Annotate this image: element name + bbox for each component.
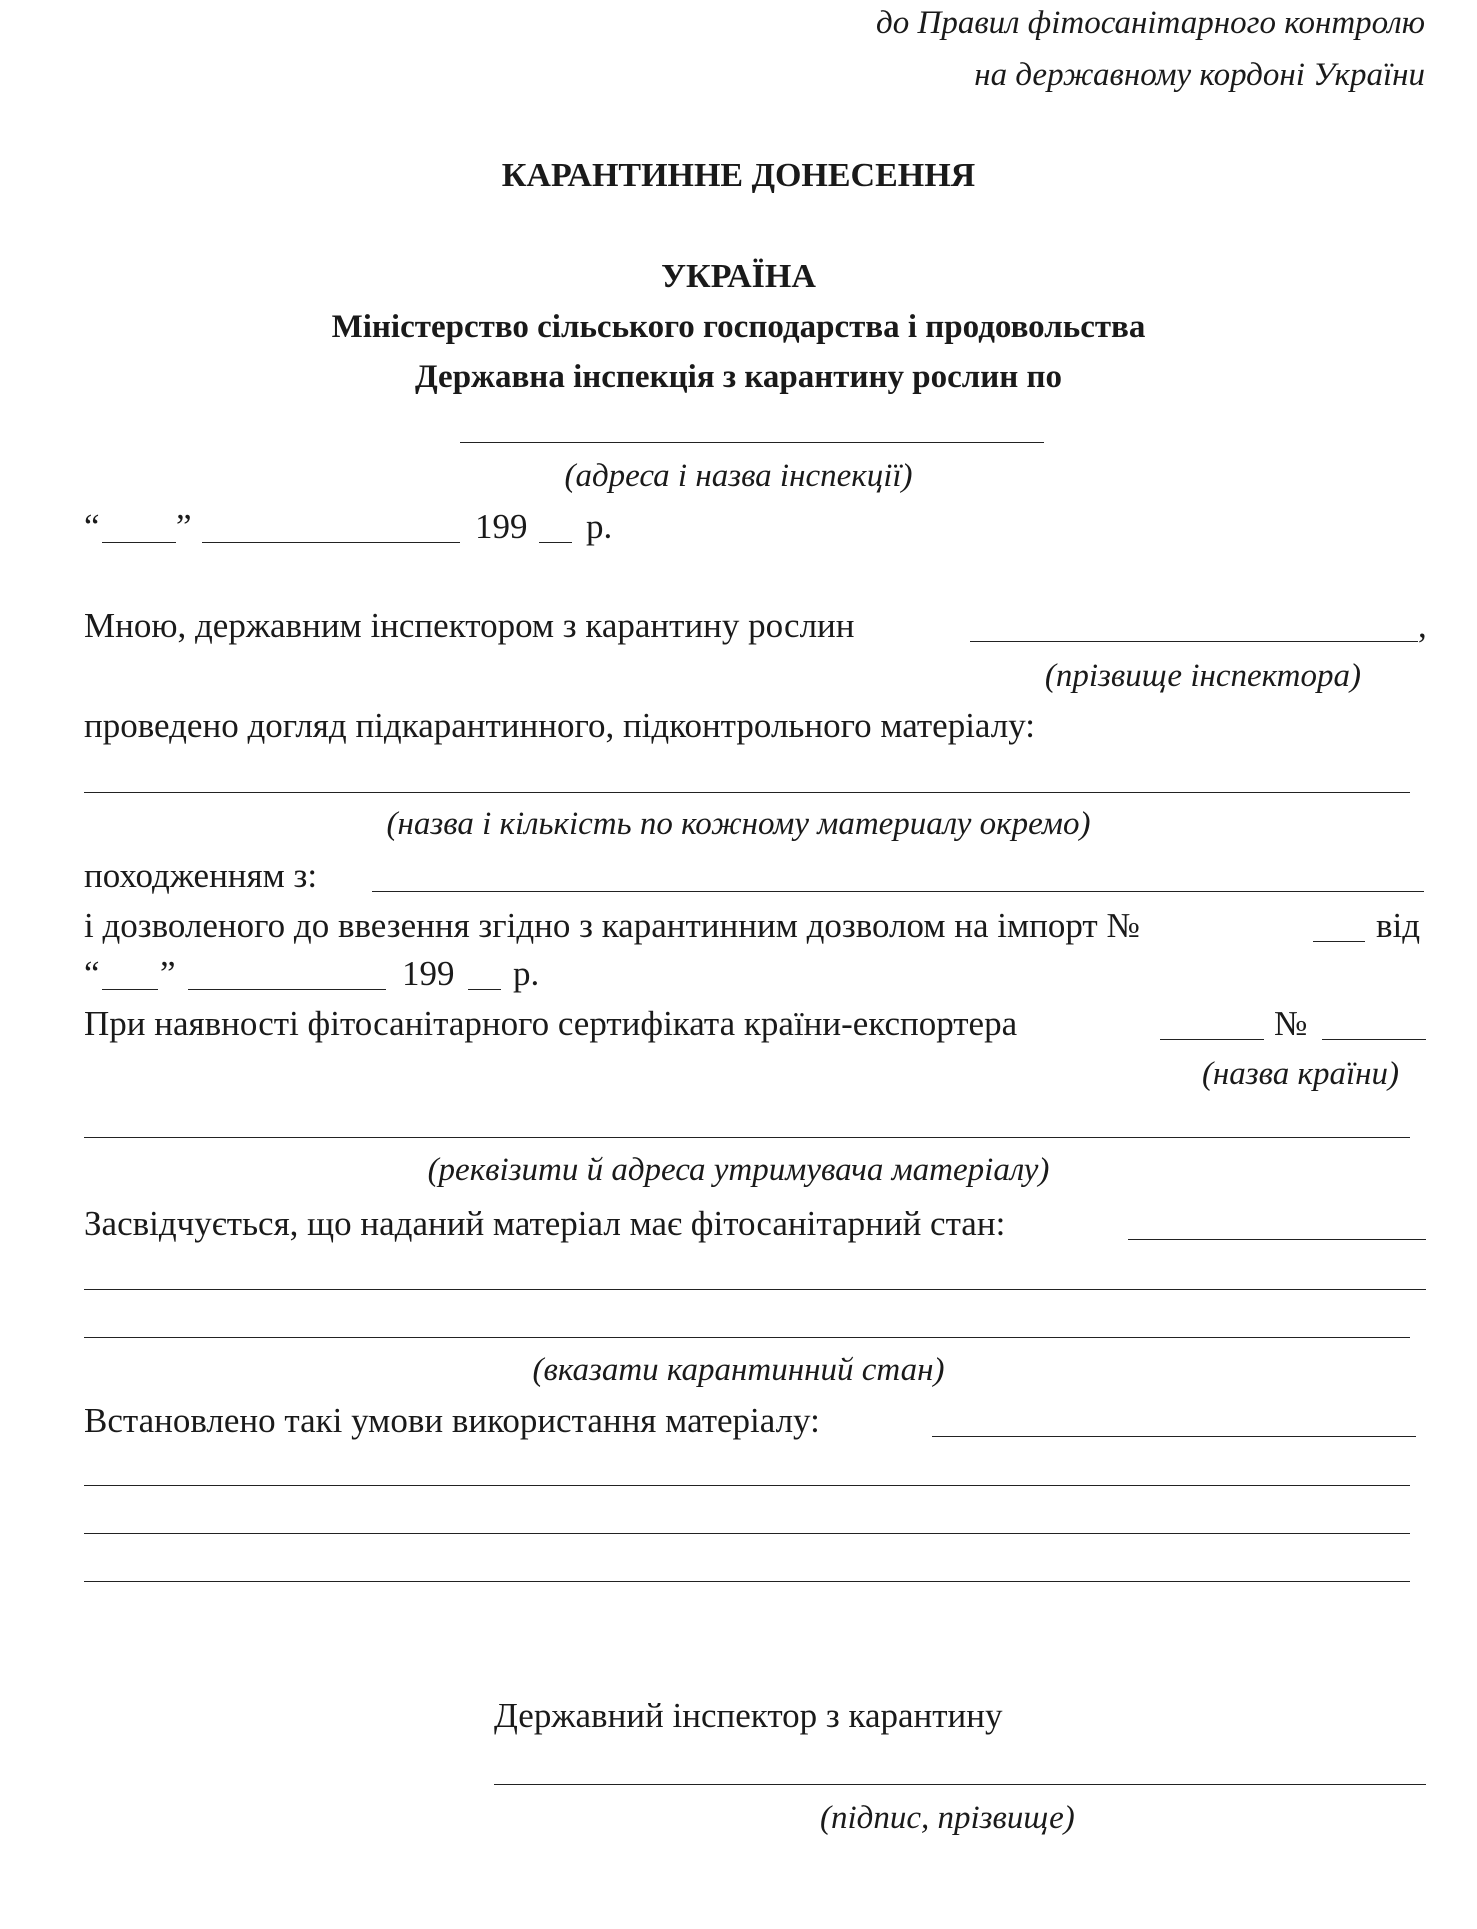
caption-material: (назва і кількість по кожному материалу окремо)	[386, 806, 1091, 842]
material-field[interactable]	[84, 792, 1410, 793]
date-day-field[interactable]	[102, 542, 176, 543]
certificate-no: №	[1274, 1004, 1308, 1043]
conditions-field-1[interactable]	[932, 1436, 1416, 1437]
caption-address: (адреса і назва інспекції)	[564, 458, 913, 494]
caption-recipient: (реквізити й адреса утримувача матеріалу)	[427, 1152, 1050, 1188]
state-field-2[interactable]	[84, 1289, 1426, 1290]
inspection-address-field[interactable]	[460, 442, 1044, 443]
permit-date-close-quote: ”	[160, 954, 176, 993]
conditions-field-2[interactable]	[84, 1485, 1410, 1486]
country-heading: УКРАЇНА	[661, 258, 816, 295]
signature-field[interactable]	[494, 1784, 1426, 1785]
permit-text: і дозволеного до ввезення згідно з карантинним дозволом на імпорт №	[84, 906, 1140, 945]
inspection-text: проведено догляд підкарантинного, підконтрольного матеріалу:	[84, 706, 1035, 745]
conditions-field-3[interactable]	[84, 1533, 1410, 1534]
conditions-text: Встановлено такі умови використання матеріалу:	[84, 1401, 820, 1440]
inspection-heading: Державна інспекція з карантину рослин по	[414, 359, 1063, 395]
state-field-3[interactable]	[84, 1337, 1410, 1338]
permit-date-day-field[interactable]	[102, 989, 158, 990]
recipient-field[interactable]	[84, 1137, 1410, 1138]
inspector-name-field[interactable]	[970, 641, 1418, 642]
caption-country: (назва країни)	[1201, 1056, 1399, 1092]
permit-suffix: р.	[513, 954, 540, 993]
permit-date-open-quote: “	[84, 954, 100, 993]
state-text: Засвідчується, що наданий матеріал має фітосанітарний стан:	[84, 1204, 1006, 1243]
permit-from: від	[1376, 906, 1421, 945]
permit-year: 199	[402, 954, 455, 993]
inspector-text: Мною, державним інспектором з карантину рослин	[84, 606, 855, 645]
date-suffix: р.	[586, 507, 613, 546]
origin-text: походженням з:	[84, 856, 318, 895]
signature-label: Державний інспектор з карантину	[494, 1696, 1003, 1735]
conditions-field-4[interactable]	[84, 1581, 1410, 1582]
document-title: КАРАНТИННЕ ДОНЕСЕННЯ	[501, 157, 976, 194]
certificate-country-field[interactable]	[1160, 1039, 1264, 1040]
state-field-1[interactable]	[1128, 1239, 1426, 1240]
header-note-line1: до Правил фітосанітарного контролю	[876, 5, 1425, 41]
header-note-line2: на державному кордоні України	[974, 57, 1425, 93]
date-open-quote: “	[84, 507, 100, 546]
caption-signature: (підпис, прізвище)	[820, 1800, 1075, 1836]
date-close-quote: ”	[176, 507, 192, 546]
permit-year-field[interactable]	[468, 989, 501, 990]
certificate-number-field[interactable]	[1322, 1039, 1426, 1040]
certificate-text: При наявності фітосанітарного сертифіката країни-експортера	[84, 1004, 1018, 1043]
permit-date-month-field[interactable]	[188, 989, 386, 990]
permit-number-field[interactable]	[1313, 941, 1365, 942]
origin-field[interactable]	[372, 891, 1424, 892]
ministry-heading: Міністерство сільського господарства і продовольства	[331, 309, 1146, 345]
caption-inspector: (прізвище інспектора)	[1044, 658, 1361, 694]
caption-state: (вказати карантинний стан)	[532, 1352, 945, 1388]
date-month-field[interactable]	[202, 542, 460, 543]
date-year-field[interactable]	[539, 542, 572, 543]
date-year: 199	[475, 507, 528, 546]
inspector-comma: ,	[1418, 606, 1427, 645]
